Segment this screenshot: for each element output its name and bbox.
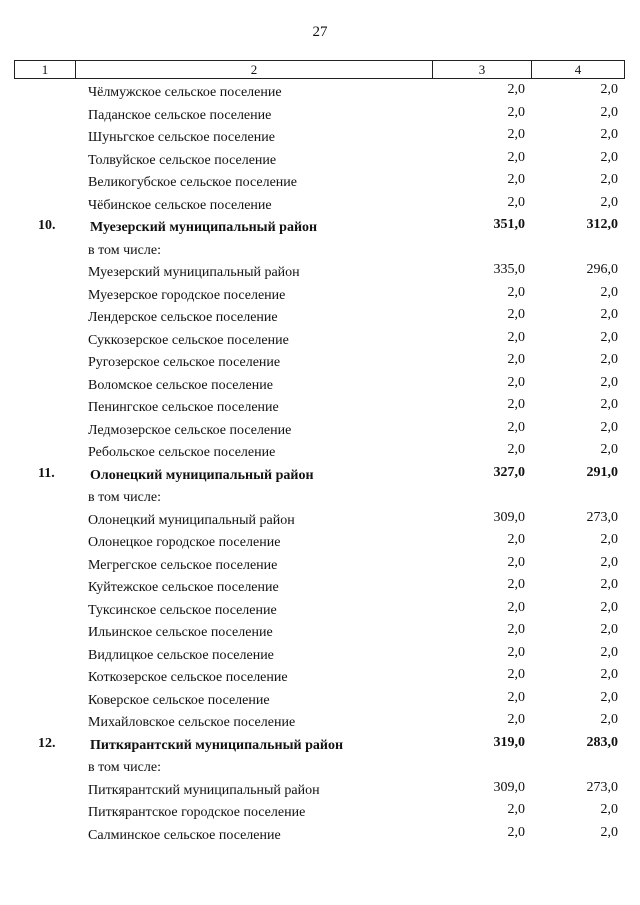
header-col-4: 4	[574, 62, 582, 77]
value-col-3: 2,0	[507, 194, 525, 210]
table-row	[0, 485, 640, 508]
row-name: Питкярантское городское поселение	[88, 805, 306, 820]
value-col-3: 309,0	[493, 779, 525, 795]
value-col-4: 2,0	[600, 104, 618, 120]
value-col-4: 2,0	[600, 622, 618, 637]
value-col-3: 2,0	[507, 802, 525, 817]
row-name: Ледмозерское сельское поселение	[88, 422, 292, 438]
value-col-3: 2,0	[507, 667, 525, 682]
value-col-3: 2,0	[507, 307, 525, 322]
row-name: в том числе:	[88, 760, 161, 775]
row-name: Муезерский муниципальный район	[90, 220, 318, 235]
value-col-4: 2,0	[600, 284, 618, 300]
value-col-3: 2,0	[507, 82, 525, 97]
row-name: Суккозерское сельское поселение	[88, 332, 289, 348]
table-row	[0, 440, 640, 463]
row-name: Паданское сельское поселение	[88, 107, 272, 123]
value-col-3: 2,0	[507, 532, 525, 547]
district-total-row	[0, 215, 640, 238]
value-col-4: 2,0	[600, 194, 618, 210]
value-col-3: 2,0	[507, 329, 525, 345]
table-row	[0, 328, 640, 351]
table-row	[0, 530, 640, 553]
table-row	[0, 125, 640, 148]
value-col-4: 2,0	[600, 554, 618, 570]
row-name: Воломское сельское поселение	[88, 377, 273, 393]
table-row	[0, 283, 640, 306]
row-name: Коткозерское сельское поселение	[88, 670, 288, 685]
table-row	[0, 260, 640, 283]
page-number: 27	[312, 24, 328, 40]
table-row	[0, 575, 640, 598]
row-name: Мегрегское сельское поселение	[88, 557, 278, 573]
row-name: Великогубское сельское поселение	[88, 175, 297, 190]
row-name: Олонецкий муниципальный район	[90, 467, 314, 483]
row-number: 10.	[38, 218, 56, 233]
row-name: Пенингское сельское поселение	[88, 400, 279, 415]
value-col-4: 2,0	[600, 667, 618, 682]
table-row	[0, 238, 640, 261]
value-col-3: 2,0	[507, 104, 525, 120]
value-col-4: 2,0	[600, 127, 618, 142]
row-name: Лендерское сельское поселение	[88, 310, 278, 325]
value-col-4: 2,0	[600, 532, 618, 547]
value-col-3: 2,0	[507, 172, 525, 187]
value-col-4: 2,0	[600, 442, 618, 457]
district-total-row	[0, 463, 640, 486]
value-col-4: 2,0	[600, 352, 618, 367]
table-row	[0, 778, 640, 801]
row-name: Ругозерское сельское поселение	[88, 355, 281, 370]
table-row	[0, 710, 640, 733]
value-col-3: 327,0	[493, 464, 525, 480]
value-col-4: 283,0	[586, 734, 618, 750]
table-row	[0, 350, 640, 373]
value-col-3: 2,0	[507, 149, 525, 165]
value-col-4: 296,0	[586, 262, 618, 277]
table-row	[0, 598, 640, 621]
row-name: в том числе:	[88, 490, 161, 505]
value-col-3: 2,0	[507, 419, 525, 435]
table-body	[0, 80, 640, 845]
header-col-3: 3	[433, 61, 532, 78]
table-row	[0, 373, 640, 396]
value-col-3: 2,0	[507, 352, 525, 367]
row-name: Чёлмужское сельское поселение	[88, 85, 282, 100]
table-row	[0, 305, 640, 328]
row-name: Михайловское сельское поселение	[88, 715, 296, 730]
table-row	[0, 553, 640, 576]
value-col-4: 2,0	[600, 397, 618, 412]
value-col-4: 2,0	[600, 712, 618, 727]
value-col-3: 2,0	[507, 689, 525, 705]
value-col-3: 2,0	[507, 644, 525, 660]
value-col-4: 2,0	[600, 644, 618, 660]
table-row	[0, 508, 640, 531]
value-col-4: 2,0	[600, 307, 618, 322]
header-col-2: 2	[76, 61, 433, 78]
value-col-3: 2,0	[507, 442, 525, 457]
value-col-3: 309,0	[493, 509, 525, 525]
value-col-4: 273,0	[586, 509, 618, 525]
table-header	[14, 60, 625, 79]
row-name: Коверское сельское поселение	[88, 692, 270, 708]
value-col-3: 2,0	[507, 284, 525, 300]
table-row	[0, 103, 640, 126]
value-col-4: 2,0	[600, 149, 618, 165]
value-col-3: 351,0	[493, 217, 525, 232]
table-row	[0, 665, 640, 688]
value-col-3: 335,0	[493, 262, 525, 277]
table-row	[0, 418, 640, 441]
table-row	[0, 755, 640, 778]
value-col-3: 2,0	[507, 712, 525, 727]
row-name: Питкярантский муниципальный район	[90, 737, 344, 753]
value-col-4: 2,0	[600, 599, 618, 615]
value-col-3: 319,0	[493, 734, 525, 750]
row-name: Питкярантский муниципальный район	[88, 782, 320, 798]
value-col-4: 2,0	[600, 419, 618, 435]
table-row	[0, 170, 640, 193]
row-name: Шуньгское сельское поселение	[88, 130, 275, 145]
row-name: Ильинское сельское поселение	[88, 625, 273, 640]
value-col-4: 2,0	[600, 802, 618, 817]
row-name: Чёбинское сельское поселение	[88, 197, 272, 213]
value-col-4: 2,0	[600, 689, 618, 705]
value-col-4: 2,0	[600, 374, 618, 390]
table-row	[0, 800, 640, 823]
value-col-4: 2,0	[600, 329, 618, 345]
header-col-1: 1	[15, 61, 76, 78]
row-name: Видлицкое сельское поселение	[88, 647, 274, 663]
table-row	[0, 80, 640, 103]
row-name: Куйтежское сельское поселение	[88, 580, 279, 595]
row-number: 12.	[38, 735, 56, 751]
value-col-3: 2,0	[507, 374, 525, 390]
value-col-4: 273,0	[586, 779, 618, 795]
district-total-row	[0, 733, 640, 756]
value-col-4: 2,0	[600, 577, 618, 592]
value-col-4: 2,0	[600, 824, 618, 840]
value-col-3: 2,0	[507, 577, 525, 592]
value-col-3: 2,0	[507, 397, 525, 412]
value-col-4: 2,0	[600, 82, 618, 97]
row-name: в том числе:	[88, 242, 161, 258]
value-col-4: 291,0	[586, 464, 618, 480]
row-name: Муезерское городское поселение	[88, 287, 286, 303]
table-row	[0, 620, 640, 643]
value-col-4: 312,0	[586, 217, 618, 232]
table-row	[0, 148, 640, 171]
value-col-3: 2,0	[507, 622, 525, 637]
row-name: Муезерский муниципальный район	[88, 265, 300, 280]
row-name: Олонецкий муниципальный район	[88, 512, 295, 528]
value-col-3: 2,0	[507, 127, 525, 142]
value-col-3: 2,0	[507, 824, 525, 840]
table-row	[0, 643, 640, 666]
table-row	[0, 688, 640, 711]
table-row	[0, 823, 640, 846]
row-name: Туксинское сельское поселение	[88, 602, 277, 618]
value-col-3: 2,0	[507, 599, 525, 615]
table-row	[0, 193, 640, 216]
row-name: Салминское сельское поселение	[88, 827, 281, 843]
row-number: 11.	[38, 465, 55, 481]
value-col-3: 2,0	[507, 554, 525, 570]
row-name: Толвуйское сельское поселение	[88, 152, 277, 168]
table-row	[0, 395, 640, 418]
row-name: Ребольское сельское поселение	[88, 445, 276, 460]
row-name: Олонецкое городское поселение	[88, 535, 281, 550]
value-col-4: 2,0	[600, 172, 618, 187]
